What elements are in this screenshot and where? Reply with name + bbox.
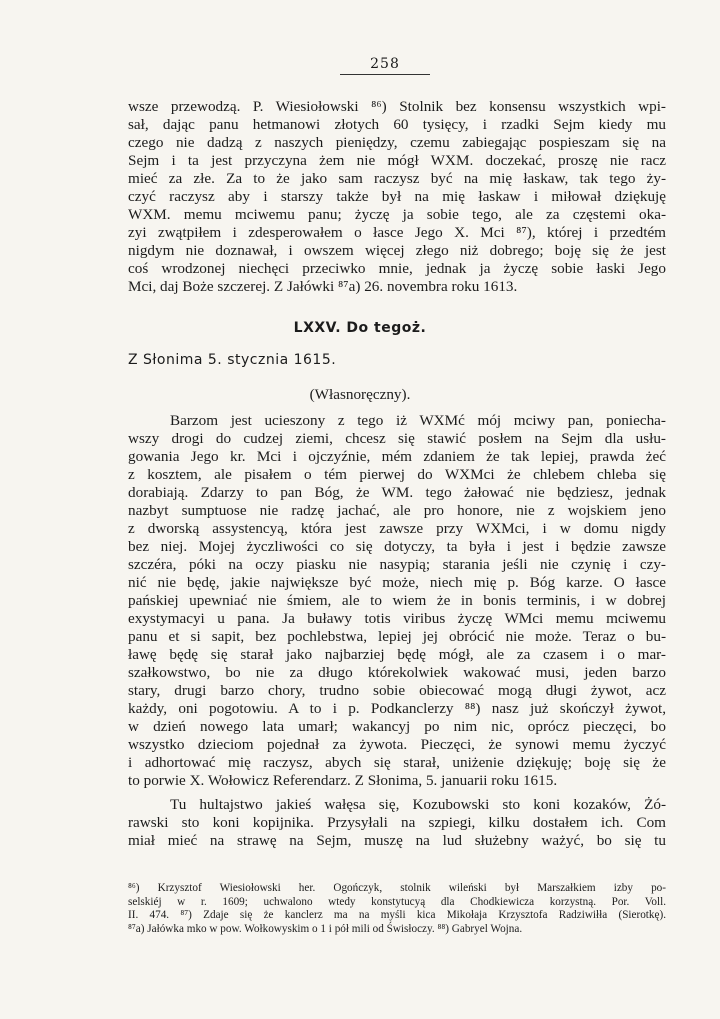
text-line: gowania Jego kr. Mci i ojczyźnie, mém zdaniem że tak lepiej, prawda żeć [128, 448, 666, 465]
handwritten-note: (Własnoręczny). [309, 386, 411, 403]
text-line: miał mieć na strawę na Sejm, muszę na lud służebny ważyć, bo się tu [128, 832, 666, 849]
page-number: 258 [340, 56, 430, 75]
footnote-line: ⁸⁶) Krzysztof Wiesiołowski her. Ogończyk, stolnik wileński był Marszałkiem izby po- [128, 882, 666, 894]
paragraph-letter-body [128, 412, 666, 790]
text-line: szczéra, póki na oczy piasku nie nasypią; starania jeśli nie czynię i czy- [128, 556, 666, 573]
text-line: z kosztem, ale pisałem o tém pierwej do WXMci że chlebem chleba się [128, 466, 666, 483]
footnote-line: selskiéj w r. 1609; uchwalono wtedy konstytucyą dla Chodkiewicza korzystną. Por. Voll. [128, 895, 666, 908]
paragraph-postscript [128, 796, 666, 850]
text-line: nazbyt sumptuose nie radzę jachać, ale pro honore, nie z wojskiem jeno [128, 502, 666, 519]
text-line: z dworską assystencyą, która jest zawsze przy WXMci, i w domu nigdy [128, 520, 666, 537]
text-line: panu et si sapit, bez pochlebstwa, lepiej jej obrócić nie może. Teraz o bu- [128, 628, 666, 645]
text-line: i adhortować mię raczysz, abych się starał, uniżenie dziękuję; boję się że [128, 754, 666, 771]
text-line: Tu hultajstwo jakieś wałęsa się, Kozubowski sto koni kozaków, Żó- [170, 796, 666, 813]
letter-heading: LXXV. Do tegoż. [293, 320, 427, 336]
paragraph-letter-end [128, 98, 666, 296]
text-line: czyć raczysz aby i starszy także był na mię łaskaw i miłował dziękuję [128, 188, 666, 205]
text-line: coś wrodzonej niechęci przeciwko mnie, jednak ja życzę sobie łaski Jego [128, 260, 666, 277]
text-line: Sejm i ta jest przyczyna żem nie mógł WXM. doczekać, proszę nie racz [128, 152, 666, 169]
text-line: Barzom jest ucieszony z tego iż WXMć mój mciwy pan, poniecha- [170, 412, 666, 429]
text-line: stary, drugi barzo chory, trudno sobie obiecować mogą długi żywot, acz [128, 682, 666, 699]
text-line: mieć za złe. Za to że jako sam raczysz być na mię łaskaw, tak tego ży- [128, 170, 666, 187]
text-line: wszy drogi do cudzej ziemi, chcesz się stawić posłem na Sejm dla usłu- [128, 430, 666, 447]
text-line: szałkowstwo, bo nie za długo którekolwiek wakować musi, jeden barzo [128, 664, 666, 681]
text-line: czego nie dadzą z naszych pieniędzy, czemu zabiegając pospieszam się na [128, 134, 666, 151]
place-date-line: Z Słonima 5. stycznia 1615. [128, 352, 337, 368]
text-line: nigdym nie doznawał, i owszem więcej złego niż dobrego; boję się że jest [128, 242, 666, 259]
text-line: w dzień nowego lata umarł; wakancyj po nim nic, oprócz pieczęci, bo [128, 718, 666, 735]
text-line: ławę będę się starał jako najbarziej będę mógł, ale za czasem i o mar- [128, 646, 666, 663]
text-line: zyi zwątpiłem i zdesperowałem o łasce Jego X. Mci ⁸⁷), której i przedtém [128, 224, 666, 241]
footnotes [128, 882, 666, 936]
text-line: to porwie X. Wołowicz Referendarz. Z Słonima, 5. januarii roku 1615. [128, 772, 558, 789]
text-line: bez niej. Mojej życzliwości co się dotyczy, ta była i jest i będzie zawsze [128, 538, 666, 555]
text-line: WXM. memu mciwemu panu; życzę ja sobie tego, ale za częstemi oka- [128, 206, 666, 223]
footnote-line: II. 474. ⁸⁷) Zdaje się że kanclerz ma na myśli kica Mikołaja Krzysztofa Radziwiłła (Sierotkę). [128, 909, 666, 921]
text-line: wsze przewodzą. P. Wiesiołowski ⁸⁶) Stolnik bez konsensu wszystkich wpi- [128, 98, 666, 115]
text-line: exystymacyi u pana. Ja buławy totis viribus życzę WMci memu mciwemu [128, 610, 666, 627]
text-line: wszystko dzieciom pojednał za żywota. Pieczęci, że synowi memu życzyć [128, 736, 666, 753]
text-line: nić nie będę, jakie największe być może, niech mię p. Bóg karze. O łasce [128, 574, 666, 591]
text-line: każdy, oni pogotowiu. A to i p. Podkanclerzy ⁸⁸) nasz już skończył żywot, [128, 700, 666, 717]
text-line: sał, dając panu hetmanowi złotych 60 tysięcy, i rzadki Sejm kiedy mu [128, 116, 666, 133]
text-line: pańskiej upewniać nie śmiem, ale to wiem że in bonis terminis, i w dobrej [128, 592, 666, 609]
text-line: Mci, daj Boże szczerej. Z Jałówki ⁸⁷a) 26. novembra roku 1613. [128, 278, 518, 295]
text-line: rawski sto koni kopijnika. Przysyłali na szpiegi, kilku dostałem ich. Com [128, 814, 666, 831]
text-line: dorabiają. Zdarzy to pan Bóg, że WM. tego żałować nie będziesz, jednak [128, 484, 666, 501]
footnote-line: ⁸⁷a) Jałówka mko w pow. Wołkowyskim o 1 i pół mili od Świsłoczy. ⁸⁸) Gabryel Wojna. [128, 922, 523, 935]
